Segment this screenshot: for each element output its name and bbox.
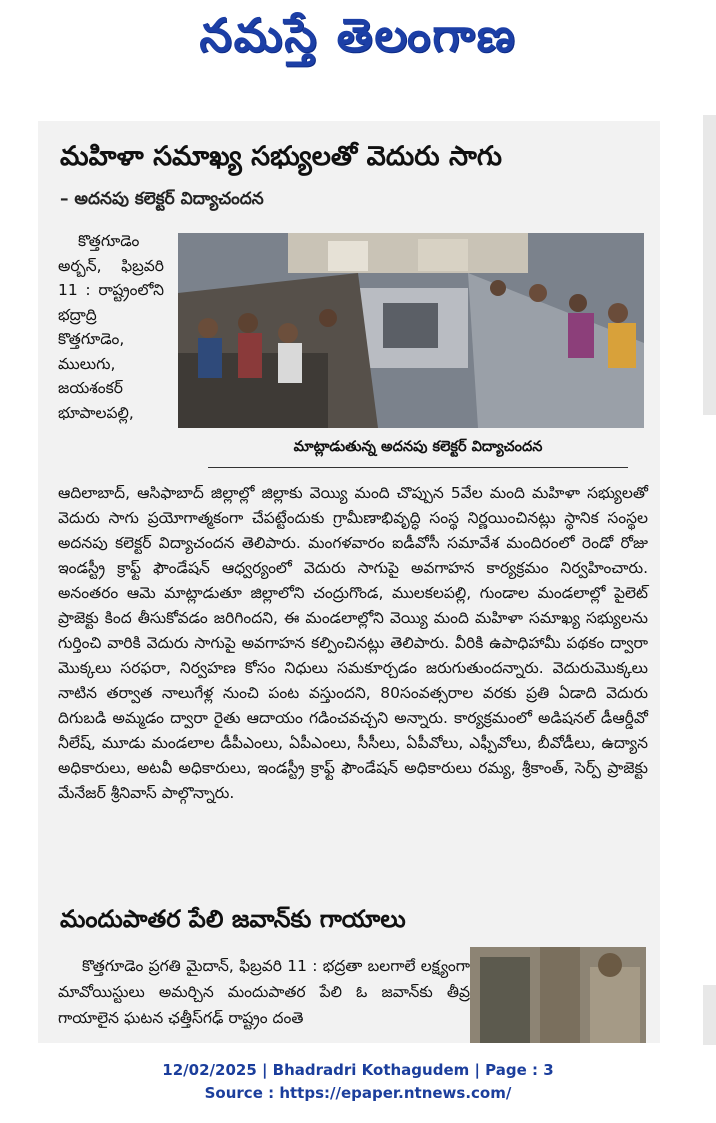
adjacent-column-top: [703, 115, 716, 415]
adjacent-column-middle: [703, 450, 716, 970]
article-lead-column: [58, 229, 164, 425]
footer-edition-info: 12/02/2025 | Bhadradri Kothagudem | Page : 3: [162, 1061, 554, 1079]
masthead: [0, 0, 716, 80]
article-lead-text: కొత్తగూడెం అర్బన్, ఫిబ్రవరి 11 : రాష్ట్రంలోని భద్రాద్రి కొత్తగూడెం, ములుగు, జయశంకర్ భూపాలపల్లి,: [58, 232, 164, 422]
second-article-column: [58, 953, 470, 1031]
second-article-headline: మందుపాతర పేలి జవాన్‌కు గాయాలు: [60, 905, 406, 933]
caption-divider: [208, 467, 628, 468]
meeting-photo-image: [178, 233, 644, 428]
article-headline: మహిళా సమాఖ్య సభ్యులతో వెదురు సాగు: [60, 141, 502, 172]
second-article-photo-image: [470, 947, 646, 1043]
article-body-text: ఆదిలాబాద్, ఆసిఫాబాద్ జిల్లాల్లో జిల్లాకు వెయ్యి మంది చొప్పున 5వేల మంది మహిళా సభ్యులతో వెదురు సాగు ప్రయోగాత్మకంగా చేపట్టేందుకు గ్రామీణాభివృద్ధి సంస్థ నిర్ణయించినట్లు స్థానిక సంస్థల అదనపు కలెక్టర్ విద్యాచందన తెలిపారు. మంగళవారం ఐడీవోసీ సమావేశ మందిరంలో రెండో రోజు ఇండస్ట్రీ క్రాఫ్ట్ ఫౌండేషన్ ఆధ్వర్యంలో వెదురు సాగుపై అవగాహన కార్యక్రమం నిర్వహించారు. అనంతరం ఆమె మాట్లాడుతూ జిల్లాలోని చంద్రుగొండ, ములకలపల్లి, గుండాల మండలాల్లో పైలెట్ ప్రాజెక్టు కింద తీసుకోవడం జరిగిందని, ఈ మండలాల్లోని వెయ్యి మంది మహిళా సమాఖ్య సభ్యులను గుర్తించి వారికి వెదురు సాగుపై అవగాహన కల్పించినట్లు తెలిపారు. వీరికి ఉపాధిహామీ పథకం ద్వారా మొక్కలు సరఫరా, నిర్వహణ కోసం నిధులు సమకూర్చడం జరుగుతుందన్నారు. వెదురుమొక్కలు నాటిన తర్వాత నాలుగేళ్ల నుంచి పంట వస్తుందని, 80సంవత్సరాల వరకు ప్రతి ఏడాది వెదురు దిగుబడి అమ్మడం ద్వారా రైతు ఆదాయం గడించవచ్చని అన్నారు. కార్యక్రమంలో అడిషనల్ డీఆర్డీవో నీలేష్, మూడు మండలాల డీపీఎంలు, ఏపీఎంలు, సీసీలు, ఏపీవోలు, ఎఫ్పీవోలు, బీవోడీలు, ఉద్యాన అధికారులు, అటవీ అధికారులు, ఇండస్ట్రీ క్రాఫ్ట్ ఫౌండేషన్ అధికారులు రమ్య, శ్రీకాంత్, సెర్ప్ ప్రాజెక్టు మేనేజర్ శ్రీనివాస్ పాల్గొన్నారు.: [58, 484, 648, 802]
article-subhead: – అదనపు కలెక్టర్ విద్యాచందన: [60, 189, 264, 209]
masthead-title: నమస్తే తెలంగాణ: [199, 8, 517, 62]
footer-source-link[interactable]: Source : https://epaper.ntnews.com/: [204, 1084, 512, 1102]
meeting-photo: [178, 233, 644, 428]
article-clip: [38, 121, 660, 1043]
second-article-photo: [470, 947, 646, 1043]
second-article-text: కొత్తగూడెం ప్రగతి మైదాన్, ఫిబ్రవరి 11 : భద్రతా బలగాలే లక్ష్యంగా మావోయిస్టులు అమర్చిన మందుపాతర పేలి ఓ జవాన్‌కు తీవ్ర గాయాలైన ఘటన ఛత్తీస్‌గఢ్ రాష్ట్రం దంతె: [58, 957, 470, 1027]
article-body-column: [58, 481, 648, 806]
adjacent-page-edge: [703, 115, 716, 1045]
adjacent-column-bottom: [703, 985, 716, 1045]
photo-caption: మాట్లాడుతున్న అదనపు కలెక్టర్ విద్యాచందన: [293, 439, 543, 455]
